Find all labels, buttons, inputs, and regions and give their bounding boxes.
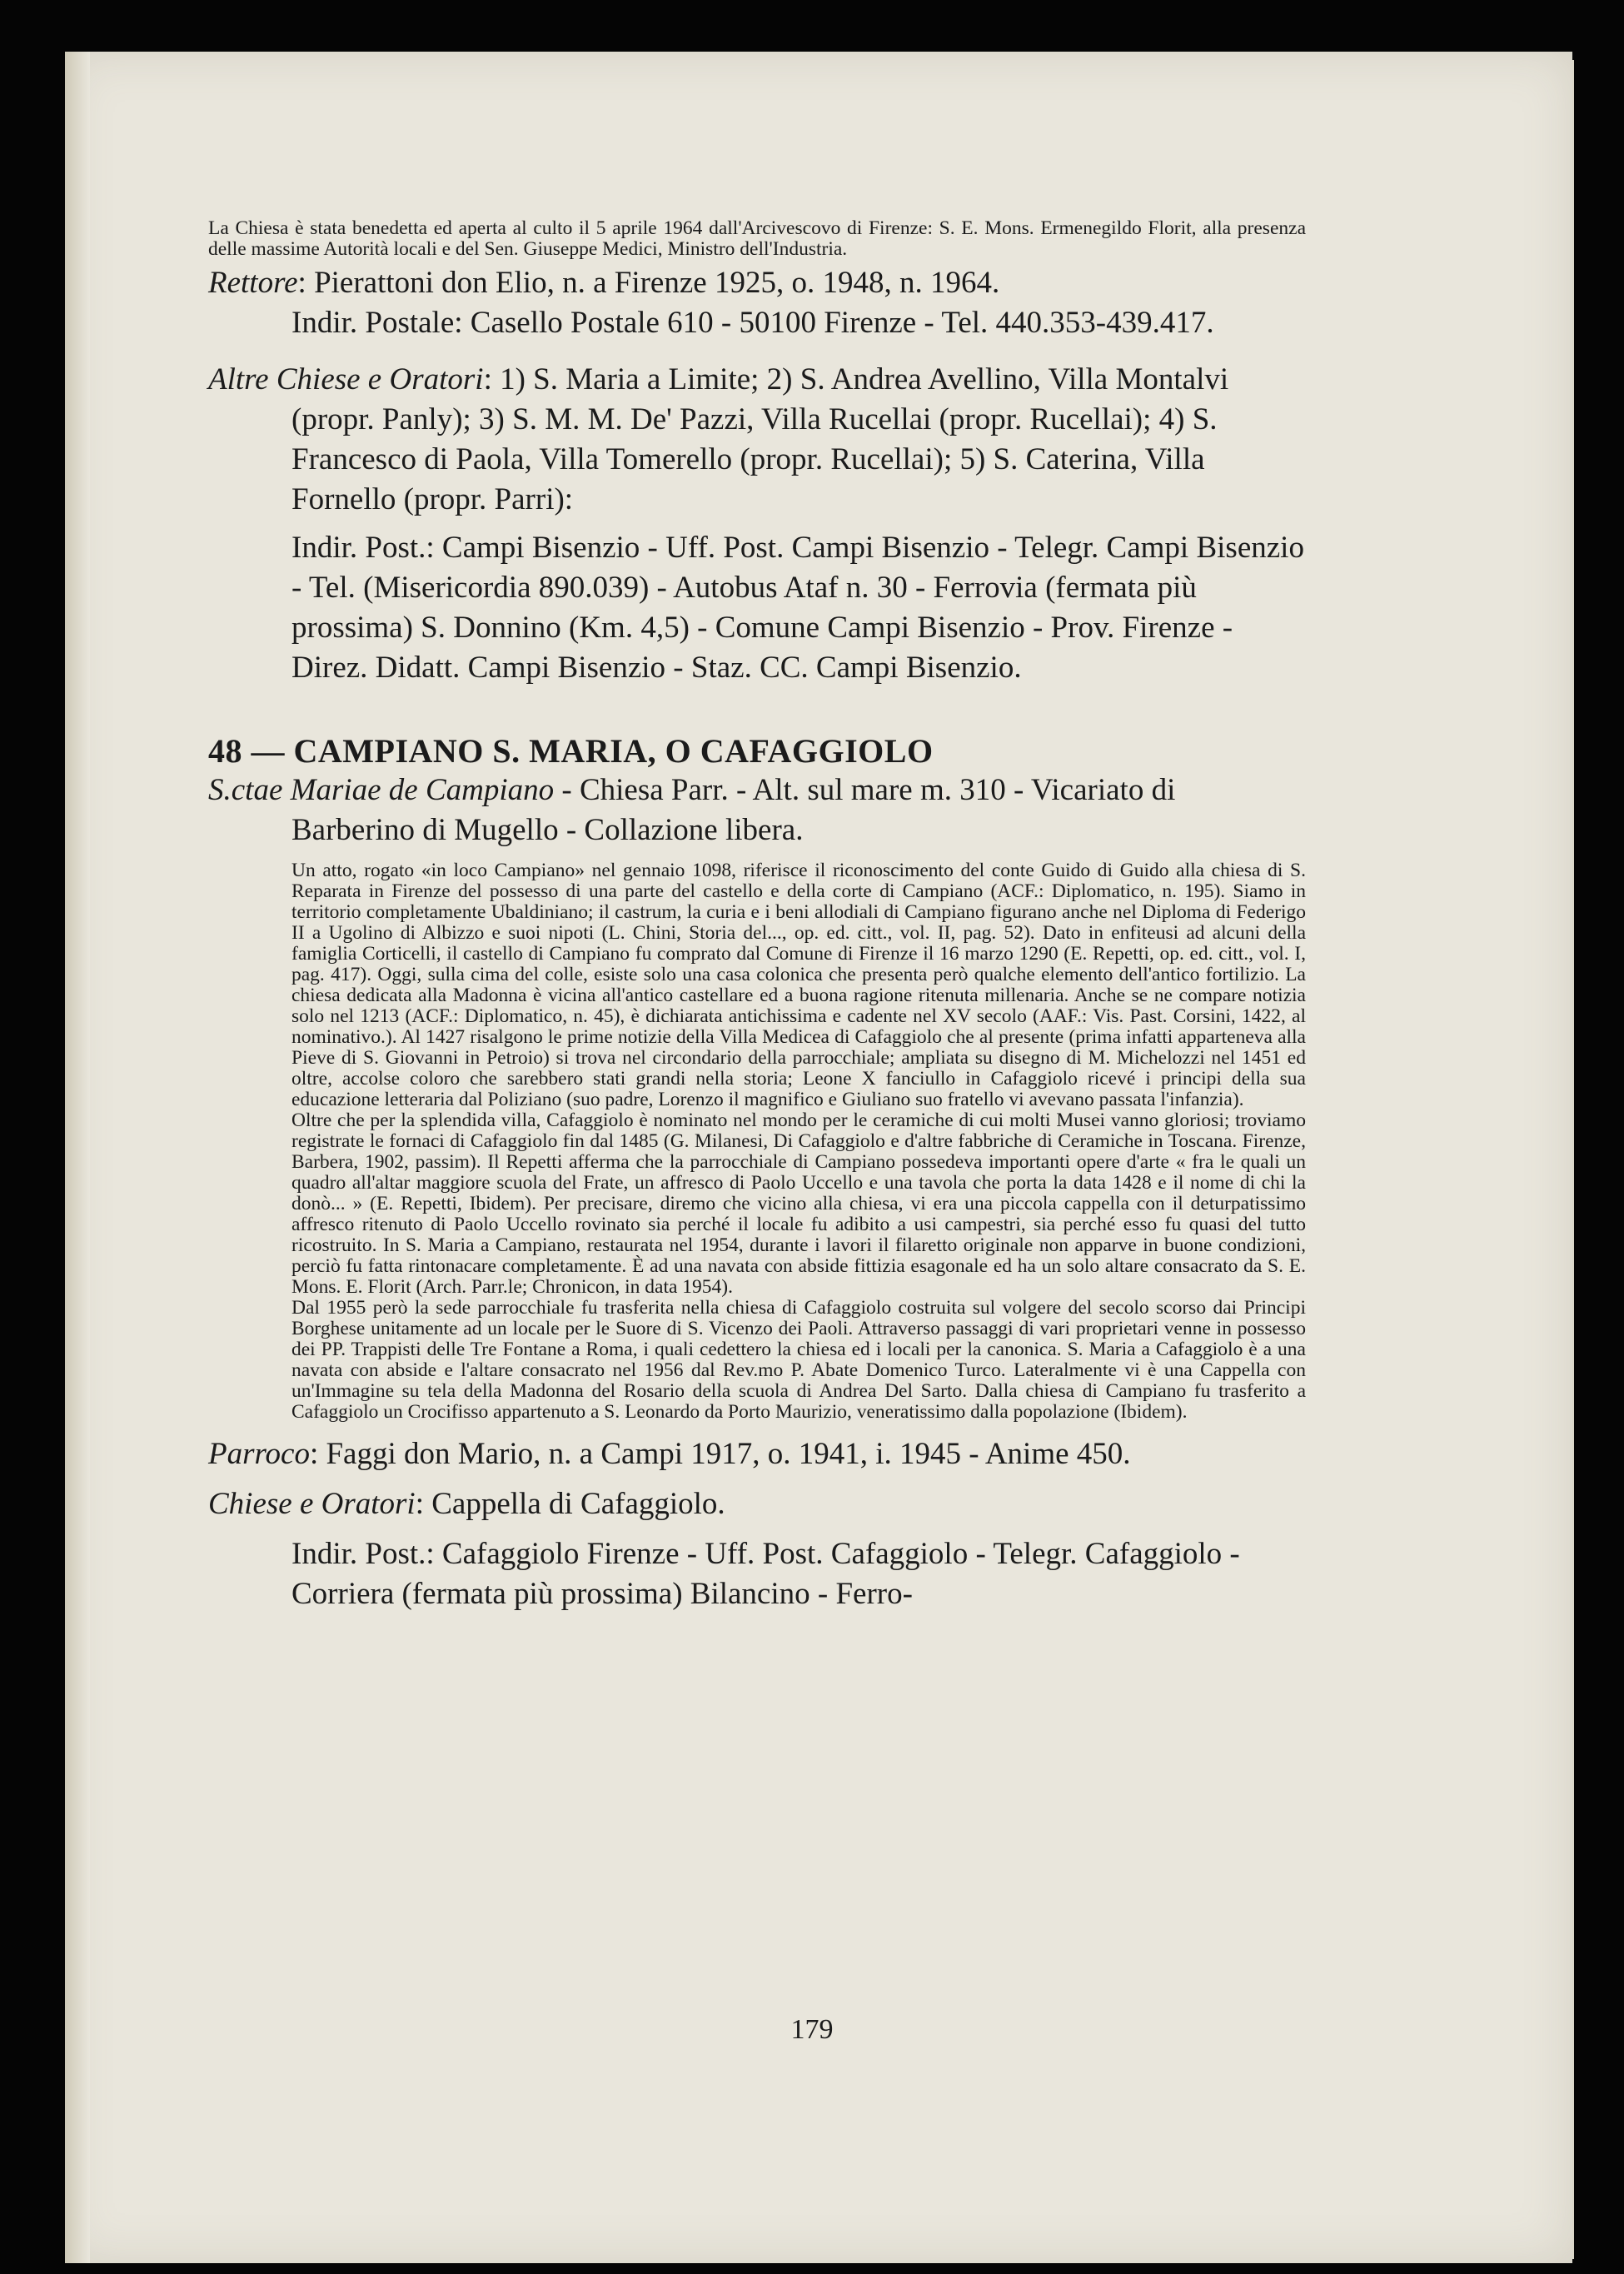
rettore-text: Pierattoni don Elio, n. a Firenze 1925, o. 1948, n. 1964.: [314, 266, 1000, 300]
entry-title: 48 — CAMPIANO S. MARIA, O CAFAGGIOLO: [208, 732, 934, 770]
chiese-entry: Chiese e Oratori: Cappella di Cafaggiolo.: [208, 1487, 725, 1521]
top-note: La Chiesa è stata benedetta ed aperta al culto il 5 aprile 1964 dall'Arcivescovo di Firenze: S. E. Mons. Ermenegildo Florit, alla presenza delle massime Autorità locali e del Sen. Giuseppe Medici, Ministro dell'Industria.: [208, 217, 1306, 260]
entry-desc-text: - Chiesa Parr. - Alt. sul mare m. 310 - Vicariato di Barberino di Mugello - Collazione libera.: [291, 773, 1176, 847]
history-paragraph-2: Oltre che per la splendida villa, Cafaggiolo è nominato nel mondo per le ceramiche di cui molti Musei vanno gloriosi; troviamo registrate le fornaci di Cafaggiolo fin dal 1485 (G. Milanesi, Di Cafaggiolo e d'altre fabbriche di Ceramiche in Toscana. Firenze, Barbera, 1902, passim). Il Repetti afferma che la parrocchiale di Campiano possedeva importanti opere d'arte « fra le quali un quadro all'altar maggiore scuola del Frate, un affresco di Paolo Uccello e una tavola che porta la data 1428 e il nome di chi la donò... » (E. Repetti, Ibidem). Per precisare, diremo che vicino alla chiesa, vi era una piccola cappella con il deturpatissimo affresco ritenuto di Paolo Uccello rovinato sia perché il locale fu adibito a usi campestri, sia perché esso fu quasi del tutto ricostruito. In S. Maria a Campiano, restaurata nel 1954, durante i lavori il filaretto originale non apparve in buone condizioni, perciò fu fatta rintonacare completamente. È ad una navata con abside fittizia esagonale ed ha un solo altare consacrato da S. E. Mons. E. Florit (Arch. Parr.le; Chronicon, in data 1954).: [291, 1110, 1306, 1298]
altre-chiese-label: Altre Chiese e Oratori: [208, 362, 484, 396]
chiese-label: Chiese e Oratori: [208, 1487, 416, 1521]
parroco-text: Faggi don Mario, n. a Campi 1917, o. 1941, i. 1945 - Anime 450.: [326, 1437, 1131, 1471]
history-paragraph-3: Dal 1955 però la sede parrocchiale fu trasferita nella chiesa di Cafaggiolo costruita sul volgere del secolo scorso dai Principi Borghese unitamente ad un locale per le Suore di S. Vicenzo dei Paoli. Attraverso passaggi di vari proprietari venne in possesso dei PP. Trappisti delle Tre Fontane a Roma, i quali cedettero la chiesa ed i locali per la canonica. S. Maria a Cafaggiolo è a una navata con abside e l'altare consacrato nel 1956 dal Rev.mo P. Abate Domenico Turco. Lateralmente vi è una Cappella con un'Immagine su tela della Madonna del Rosario della scuola di Andrea Del Sarto. Dalla chiesa di Campiano fu trasferito a Cafaggiolo un Crocifisso appartenuto a S. Leonardo da Porto Maurizio, veneratissimo dalla popolazione (Ibidem).: [291, 1297, 1306, 1423]
history-paragraph-1: Un atto, rogato «in loco Campiano» nel gennaio 1098, riferisce il riconoscimento del conte Guido di Guido alla chiesa di S. Reparata in Firenze del possesso di una parte del castello e della corte di Campiano (ACF.: Diplomatico, n. 195). Siamo in territorio completamente Ubaldiniano; il castrum, la curia e i beni allodiali di Campiano figurano anche nel Diploma di Federigo II a Ugolino di Albizzo e suoi nipoti (L. Chini, Storia del..., op. ed. citt., vol. II, pag. 52). Dato in enfiteusi ad alcuni della famiglia Corticelli, il castello di Campiano fu comprato dal Comune di Firenze il 16 marzo 1290 (E. Repetti, op. ed. citt., vol. I, pag. 417). Oggi, sulla cima del colle, esiste solo una casa colonica che presenta però qualche elemento dell'antico fortilizio. La chiesa dedicata alla Madonna è vicina all'antico castellare ed a buona ragione ritenuta millenaria. Anche se ne compare notizia solo nel 1213 (ACF.: Diplomatico, n. 45), è dichiarata antichissima e cadente nel XV secolo (AAF.: Vis. Past. Corsini, 1422, al nominativo.). Al 1427 risalgono le prime notizie della Villa Medicea di Cafaggiolo che al presente (prima infatti apparteneva alla Pieve di S. Giovanni in Petroio) si trova nel circondario della parrocchiale; ampliata su disegno di M. Michelozzi nel 1451 ed oltre, accolse coloro che sarebbero stati grandi nella storia; Leone X fanciullo in Cafaggiolo ricevé i principi della sua educazione letteraria dal Poliziano (suo padre, Lorenzo il magnifico e Giuliano suo fratello vi avevano passata l'infanzia).: [291, 860, 1306, 1110]
page-content: [208, 218, 1306, 1614]
altre-chiese-entry: Altre Chiese e Oratori: 1) S. Maria a Limite; 2) S. Andrea Avellino, Villa Montalvi (propr. Panly); 3) S. M. M. De' Pazzi, Villa Rucellai (propr. Rucellai); 4) S. Francesco di Paola, Villa Tomerello (propr. Rucellai); 5) S. Caterina, Villa Fornello (propr. Parri):: [208, 362, 1229, 516]
entry-description: [208, 770, 1306, 850]
parroco-label: Parroco: [208, 1437, 310, 1471]
chiese-text: Cappella di Cafaggiolo.: [431, 1487, 725, 1521]
final-address: Indir. Post.: Cafaggiolo Firenze - Uff. Post. Cafaggiolo - Telegr. Cafaggiolo - Corriera (fermata più prossima) Bilancino - Ferro-: [291, 1537, 1240, 1611]
parroco-entry: Parroco: Faggi don Mario, n. a Campi 1917, o. 1941, i. 1945 - Anime 450.: [208, 1437, 1131, 1471]
altre-chiese-address: Indir. Post.: Campi Bisenzio - Uff. Post. Campi Bisenzio - Telegr. Campi Bisenzio - Tel. (Misericordia 890.039) - Autobus Ataf n. 30 - Ferrovia (fermata più prossima) S. Donnino (Km. 4,5) - Comune Campi Bisenzio - Prov. Firenze - Direz. Didatt. Campi Bisenzio - Staz. CC. Campi Bisenzio.: [291, 531, 1304, 685]
rettore-address: Indir. Postale: Casello Postale 610 - 50100 Firenze - Tel. 440.353-439.417.: [291, 306, 1214, 340]
entry-latin-name: S.ctae Mariae de Campiano: [208, 773, 555, 807]
rettore-entry: Rettore: Pierattoni don Elio, n. a Firenze 1925, o. 1948, n. 1964.: [208, 266, 1000, 300]
page-number: 179: [790, 2014, 834, 2045]
page-spine: [65, 52, 90, 2263]
altre-chiese-text: 1) S. Maria a Limite; 2) S. Andrea Avellino, Villa Montalvi (propr. Panly); 3) S. M. M. De' Pazzi, Villa Rucellai (propr. Rucellai); 4) S. Francesco di Paola, Villa Tomerello (propr. Rucellai); 5) S. Caterina, Villa Fornello (propr. Parri):: [291, 362, 1229, 516]
rettore-label: Rettore: [208, 266, 298, 300]
